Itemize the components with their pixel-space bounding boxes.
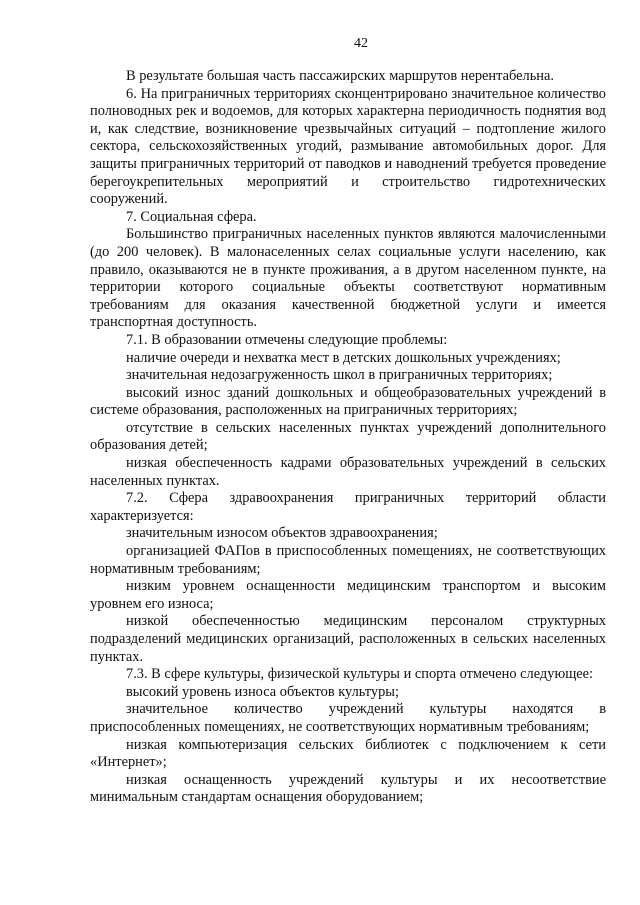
list-item: высокий износ зданий дошкольных и общеобразовательных учреждений в системе образования, расположенных на приграничных территориях; (90, 384, 606, 419)
list-item: отсутствие в сельских населенных пунктах учреждений дополнительного образования детей; (90, 419, 606, 454)
paragraph: 6. На приграничных территориях сконцентрировано значительное количество полноводных рек и водоемов, для которых характерна периодичность поднятия вод и, как следствие, возникновение чрезвычайных ситуаций – подтопление жилого сектора, сельскохозяйственных угодий, размывание автомобильных дорог. Для защиты приграничных территорий от паводков и наводнений требуется проведение берегоукрепительных мероприятий и строительство гидротехнических сооружений. (90, 85, 606, 208)
subsection-heading: 7.3. В сфере культуры, физической культуры и спорта отмечено следующее: (126, 666, 594, 683)
list-item: организацией ФАПов в приспособленных помещениях, не соответствующих нормативным требованиям; (90, 543, 606, 577)
paragraph: В результате большая часть пассажирских маршрутов нерентабельна. (126, 68, 554, 84)
paragraph: Большинство приграничных населенных пунктов являются малочисленными (до 200 человек). В малонаселенных селах социальные услуги населению, как правило, оказываются не в пункте проживания, а в другом населенном пункте, на территории которого социальные объекты соответствуют нормативным требованиям для оказания качественной бюджетной услуги и имеется транспортная доступность. (90, 226, 606, 331)
subsection-heading: 7.1. В образовании отмечены следующие проблемы: (126, 331, 448, 348)
list-item: низкая оснащенность учреждений культуры и их несоответствие минимальным стандартам оснащения оборудованием; (90, 771, 606, 806)
list-item: низкая обеспеченность кадрами образовательных учреждений в сельских населенных пунктах. (90, 455, 606, 489)
body-text (90, 68, 606, 807)
list-item: наличие очереди и нехватка мест в детских дошкольных учреждениях; (126, 349, 561, 366)
page-number: 42 (354, 36, 368, 51)
list-item: значительная недозагруженность школ в приграничных территориях; (126, 367, 553, 384)
list-item: значительное количество учреждений культуры находятся в приспособленных помещениях, не соответствующих нормативным требованиям; (90, 701, 606, 735)
list-item: значительным износом объектов здравоохранения; (126, 525, 438, 542)
section-heading: 7. Социальная сфера. (126, 208, 257, 225)
list-item: низкая компьютеризация сельских библиотек с подключением к сети «Интернет»; (90, 736, 606, 771)
list-item: низким уровнем оснащенности медицинским транспортом и высоким уровнем его износа; (90, 578, 606, 612)
list-item: высокий уровень износа объектов культуры; (126, 683, 399, 700)
subsection-heading: 7.2. Сфера здравоохранения приграничных территорий области характеризуется: (90, 490, 606, 524)
list-item: низкой обеспеченностью медицинским персоналом структурных подразделений медицинских организаций, расположенных в сельских населенных пунктах. (90, 613, 606, 665)
